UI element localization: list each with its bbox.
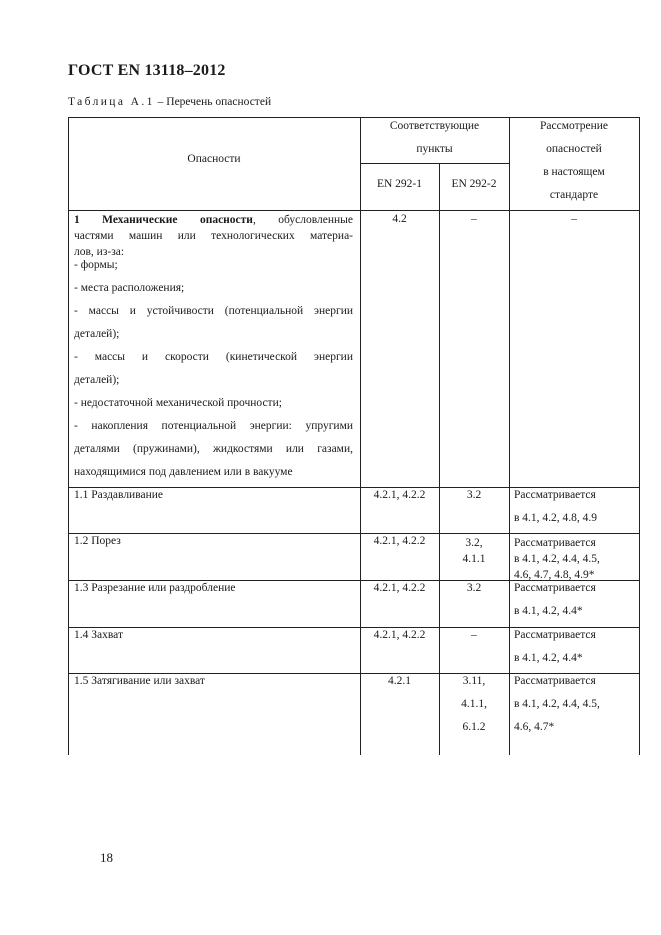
cell-hazard: 1.1 Раздавливание <box>74 489 164 501</box>
cell-text-line: – <box>471 629 477 641</box>
header-consideration-line: опасностей <box>546 143 602 155</box>
cell-text-line: Рассматривается <box>514 537 596 549</box>
cell-en292-1: 4.2.1, 4.2.2 <box>373 489 426 501</box>
header-hazards: Опасности <box>187 153 241 165</box>
cell-consideration <box>514 535 638 583</box>
table-caption <box>68 96 271 108</box>
cell-en292-2: – <box>471 213 477 225</box>
hazard-list-item: - формы; <box>74 259 118 271</box>
cell-text-line: 3.2, <box>465 537 483 549</box>
cell-hazard: 1.3 Разрезание или раздробление <box>74 582 236 594</box>
header-consideration <box>509 115 639 207</box>
cell-hazard: 1.4 Захват <box>74 629 123 641</box>
row-mechanical-hazards <box>74 212 353 484</box>
column-divider <box>439 163 440 755</box>
page-number: 18 <box>100 850 113 865</box>
cell-text-line: 3.2 <box>466 582 482 594</box>
hazard-text-line: частями машин или технологических материа- <box>74 230 353 242</box>
cell-text-line: 3.11, <box>462 675 486 687</box>
cell-en292-2 <box>439 535 509 567</box>
hazard-list-item: - массы и скорости (кинетической энергии <box>74 351 353 363</box>
hazard-list-item: - недостаточной механической прочности; <box>74 397 282 409</box>
header-clauses-line: Соответствующие <box>389 120 480 132</box>
cell-en292-1: 4.2.1, 4.2.2 <box>373 629 426 641</box>
cell-text-line: в 4.1, 4.2, 4.4* <box>514 652 583 664</box>
cell-text-line: Рассматривается <box>514 582 596 594</box>
hazard-heading-bold: 1 Механические опасности <box>74 214 253 226</box>
cell-text-line: Рассматривается <box>514 489 596 501</box>
cell-text-line: Рассматривается <box>514 675 596 687</box>
table-caption-prefix: Таблица А.1 <box>68 96 155 108</box>
cell-en292-1: 4.2.1, 4.2.2 <box>373 582 426 594</box>
cell-text-line: 4.1.1 <box>462 553 486 565</box>
cell-text-line: в 4.1, 4.2, 4.4* <box>514 605 583 617</box>
cell-hazard: 1.5 Затягивание или захват <box>74 675 205 687</box>
cell-text-line: в 4.1, 4.2, 4.8, 4.9 <box>514 512 598 524</box>
hazard-list-item: - места расположения; <box>74 282 185 294</box>
cell-text-line: в 4.1, 4.2, 4.4, 4.5, <box>514 553 600 565</box>
cell-en292-1: 4.2 <box>392 213 407 225</box>
cell-en292-2 <box>439 624 509 647</box>
hazard-list-item: деталей); <box>74 374 120 386</box>
header-consideration-line: стандарте <box>549 189 599 201</box>
cell-consideration <box>514 484 638 530</box>
table-left-border <box>68 117 69 755</box>
cell-text-line: 4.1.1, <box>461 698 487 710</box>
hazard-heading <box>74 212 353 228</box>
hazard-list-item: находящимися под давлением или в вакууме <box>74 466 293 478</box>
header-clauses <box>360 115 509 161</box>
table-caption-rest: – Перечень опасностей <box>154 96 272 108</box>
header-consideration-line: Рассмотрение <box>539 120 609 132</box>
hazard-list-item: деталей); <box>74 328 120 340</box>
document-title: ГОСТ EN 13118–2012 <box>68 62 226 79</box>
cell-text-line: 4.6, 4.7* <box>514 721 555 733</box>
table-right-border <box>639 117 640 755</box>
cell-consideration: – <box>571 213 577 225</box>
header-consideration-line: в настоящем <box>543 166 605 178</box>
cell-en292-1: 4.2.1 <box>388 675 411 687</box>
cell-consideration <box>514 670 638 739</box>
header-clauses-line: пункты <box>416 143 453 155</box>
cell-text-line: Рассматривается <box>514 629 596 641</box>
cell-consideration <box>514 624 638 670</box>
header-bottom-border <box>68 210 640 211</box>
cell-text-line: 6.1.2 <box>462 721 486 733</box>
cell-en292-2 <box>439 670 509 739</box>
cell-text-line: 3.2 <box>466 489 482 501</box>
cell-consideration <box>514 577 638 623</box>
hazard-heading-rest: , обусловленные <box>252 214 353 226</box>
cell-text-line: в 4.1, 4.2, 4.4, 4.5, <box>514 698 600 710</box>
cell-hazard: 1.2 Порез <box>74 535 121 547</box>
hazard-text-line: лов, из-за: <box>74 246 125 258</box>
hazard-list-item: - массы и устойчивости (потенциальной энергии <box>74 305 353 317</box>
header-split-line <box>360 163 509 164</box>
cell-en292-2 <box>439 484 509 507</box>
cell-text-line: 4.6, 4.7, 4.8, 4.9* <box>514 569 595 581</box>
hazard-list-item: - накопления потенциальной энергии: упругими <box>74 420 353 432</box>
header-en292-2: EN 292-2 <box>451 178 497 190</box>
cell-en292-2 <box>439 577 509 600</box>
header-en292-1: EN 292-1 <box>376 178 423 190</box>
cell-en292-1: 4.2.1, 4.2.2 <box>373 535 426 547</box>
hazard-list-item: деталями (пружинами), жидкостями или газами, <box>74 443 353 455</box>
